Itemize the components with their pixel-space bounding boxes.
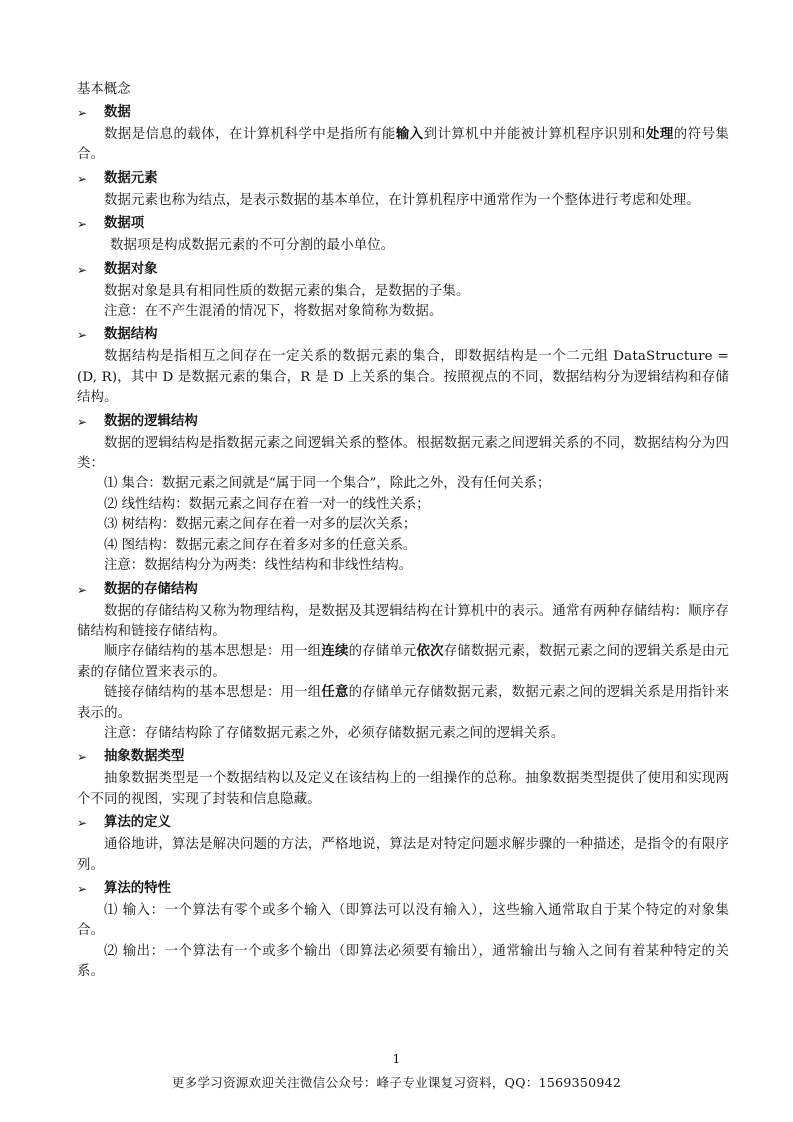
heading-text: 数据项 [104, 216, 145, 232]
paragraph [77, 125, 729, 166]
bold-term: 处理 [645, 127, 674, 142]
paragraph: 数据的存储结构又称为物理结构，是数据及其逻辑结构在计算机中的表示。通常有两种存储结构：顺序存储结构和链接存储结构。 [77, 603, 729, 639]
text-run: 的存储单元存储数据元素，数据元素之间的逻辑关系是用指针来表示的。 [77, 685, 729, 721]
section-heading-data-element [77, 169, 729, 189]
note-paragraph: 注意：存储结构除了存储数据元素之外，必须存储数据元素之间的逻辑关系。 [104, 725, 565, 741]
arrow-bullet-icon: ➢ [77, 881, 88, 896]
section-heading-data-object [77, 260, 729, 280]
heading-text: 数据 [104, 105, 131, 120]
arrow-bullet-icon: ➢ [77, 262, 88, 277]
list-item: ⑴ 集合：数据元素之间就是“属于同一个集合”，除此之外，没有任何关系； [104, 476, 551, 492]
section-heading-data-item [77, 214, 729, 234]
arrow-bullet-icon: ➢ [77, 217, 88, 232]
list-item: ⑷ 图结构：数据元素之间存在着多对多的任意关系。 [104, 537, 417, 553]
paragraph [77, 683, 729, 724]
arrow-bullet-icon: ➢ [77, 750, 88, 765]
note-paragraph: 注意：数据结构分为两类：线性结构和非线性结构。 [104, 558, 412, 574]
text-run: 的存储单元 [348, 644, 417, 660]
text-run: 链接存储结构的基本思想是：用一组 [104, 685, 322, 701]
page-number: 1 [392, 1052, 401, 1066]
arrow-bullet-icon: ➢ [77, 171, 88, 186]
heading-text: 数据元素 [104, 170, 158, 186]
arrow-bullet-icon: ➢ [77, 106, 88, 120]
list-item: ⑴ 输入：一个算法有零个或多个输入（即算法可以没有输入），这些输入通常取自于某个特定的对象集合。 [77, 902, 729, 939]
page-footer: 更多学习资源欢迎关注微信公众号：峰子专业课复习资料，QQ：1569350942 [171, 1075, 622, 1090]
arrow-bullet-icon: ➢ [77, 582, 88, 597]
text-run: 的符号集合。 [77, 127, 729, 163]
text-run: 到计算机中并能被计算机程序识别和 [423, 127, 646, 142]
paragraph: 数据结构是指相互之间存在一定关系的数据元素的集合，即数据结构是一个二元组 DataStructure = (D, R)，其中 D 是数据元素的集合，R 是 D 上关系的集合。按照视点的不同，数据结构分为逻辑结构和存储结构。 [77, 349, 729, 406]
arrow-bullet-icon: ➢ [77, 816, 88, 831]
heading-text: 数据对象 [104, 261, 158, 277]
heading-text: 数据的存储结构 [104, 581, 198, 597]
paragraph: 抽象数据类型是一个数据结构以及定义在该结构上的一组操作的总称。抽象数据类型提供了使用和实现两个不同的视图，实现了封装和信息隐藏。 [77, 771, 729, 807]
paragraph: 通俗地讲，算法是解决问题的方法，严格地说，算法是对特定问题求解步骤的一种描述，是指令的有限序列。 [77, 837, 729, 873]
section-heading-data [77, 103, 729, 123]
paragraph: 数据对象是具有相同性质的数据元素的集合，是数据的子集。 [104, 283, 470, 299]
text-run: 数据是信息的载体，在计算机科学中是指所有能 [104, 127, 396, 142]
heading-text: 算法的特性 [104, 880, 171, 896]
section-heading-storage-structure [77, 580, 729, 600]
paragraph [77, 642, 729, 683]
text-run: 存储数据元素，数据元素之间的逻辑关系是由元素的存储位置来表示的。 [77, 644, 730, 680]
paragraph: 数据的逻辑结构是指数据元素之间逻辑关系的整体。根据数据元素之间逻辑关系的不同，数据结构分为四类： [77, 435, 729, 472]
section-heading-data-structure [77, 325, 729, 345]
list-item: ⑵ 线性结构：数据元素之间存在着一对一的线性关系； [104, 496, 430, 512]
paragraph: 数据项是构成数据元素的不可分割的最小单位。 [110, 238, 395, 254]
paragraph: 数据元素也称为结点，是表示数据的基本单位，在计算机程序中通常作为一个整体进行考虑和处理。 [104, 192, 700, 208]
arrow-bullet-icon: ➢ [77, 414, 88, 429]
heading-text: 数据的逻辑结构 [104, 413, 198, 429]
bold-term: 输入 [395, 127, 424, 142]
heading-text: 抽象数据类型 [104, 749, 185, 765]
arrow-bullet-icon: ➢ [77, 328, 88, 343]
page-content [77, 80, 729, 983]
document-title: 基本概念 [77, 82, 131, 97]
section-heading-logical-structure [77, 412, 729, 432]
heading-text: 数据结构 [104, 327, 158, 343]
section-heading-algorithm-properties [77, 879, 729, 899]
section-heading-algorithm-definition [77, 813, 729, 833]
note-paragraph: 注意：在不产生混淆的情况下，将数据对象简称为数据。 [104, 304, 443, 320]
bold-term: 连续 [321, 644, 349, 660]
heading-text: 算法的定义 [104, 815, 171, 831]
list-item: ⑵ 输出：一个算法有一个或多个输出（即算法必须要有输出），通常输出与输入之间有着某种特定的关系。 [77, 943, 729, 980]
bold-term: 任意 [321, 685, 349, 701]
text-run: 顺序存储结构的基本思想是：用一组 [104, 644, 322, 660]
section-heading-abstract-data-type [77, 747, 729, 767]
bold-term: 依次 [416, 644, 444, 660]
list-item: ⑶ 树结构：数据元素之间存在着一对多的层次关系； [104, 517, 417, 533]
